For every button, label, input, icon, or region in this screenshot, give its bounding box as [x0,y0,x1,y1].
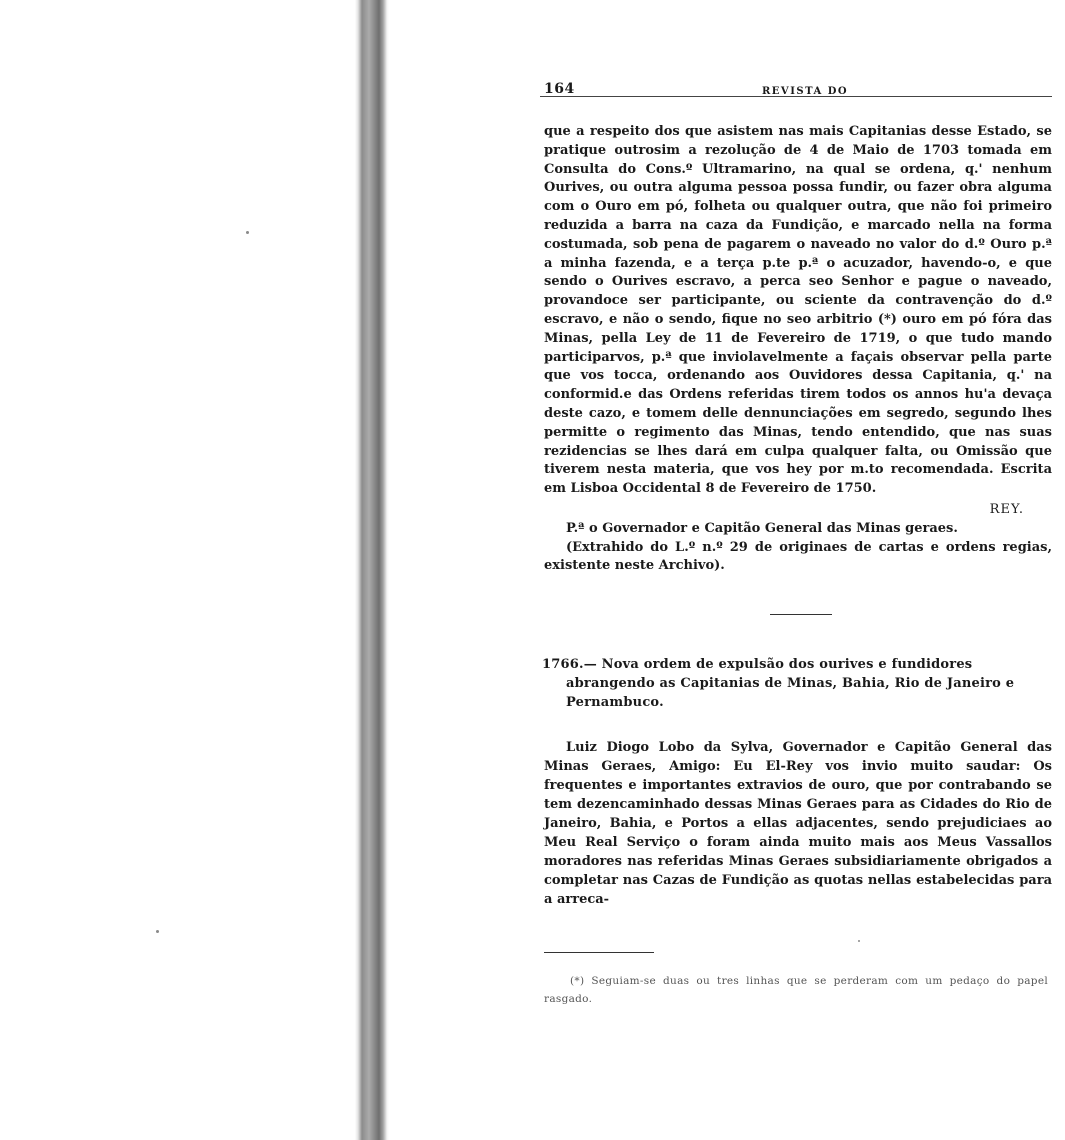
source-note: (Extrahido do L.º n.º 29 de originaes de cartas e ordens regias, existente neste Archivo). [544,539,1052,574]
book-gutter [355,0,389,1140]
section-separator [770,614,832,615]
royal-letter-paragraph: Luiz Diogo Lobo da Sylva, Governador e Capitão General das Minas Geraes, Amigo: Eu El-Rey vos invio muito saudar: Os frequentes e importantes extravios de ouro, que por contrabando se tem dezencaminhado dessas Minas Geraes para as Cidades do Rio de Janeiro, Bahia, e Portos a ellas adjacentes, sendo prejudiciaes ao Meu Real Serviço o foram ainda muito mais aos Meus Vassallos moradores nas referidas Minas Geraes subsidiariamente obrigados a completar nas Cazas de Fundição as quotas nellas estabelecidas para a arreca- [544,740,1052,908]
running-head [540,72,1052,97]
running-title: REVISTA DO [762,86,849,97]
footnote: (*) Seguiam-se duas ou tres linhas que se perderam com um pedaço do papel rasgado. [544,975,1048,1005]
addressee-line: P.ª o Governador e Capitão General das Minas geraes. [566,520,958,536]
section-heading-text: Nova ordem de expulsão dos ourives e fundidores abrangendo as Capitanias de Minas, Bahia, Rio de Janeiro e Pernambuco. [566,657,1015,711]
letter-continuation-paragraph: que a respeito dos que asistem nas mais Capitanias desse Estado, se pratique outrosim a rezolução de 4 de Maio de 1703 tomada em Consulta do Cons.º Ultramarino, na qual se ordena, q.' nenhum Ourives, ou outra alguma pessoa possa fundir, ou fazer obra alguma com o Ouro em pó, folheta ou qualquer outra, que não foi primeiro reduzida a barra na caza da Fundição, e marcado nella na forma costumada, sob pena de pagarem o naveado no valor do d.º Ouro p.ª a minha fazenda, e a terça p.te p.ª o acuzador, havendo-o, e que sendo o Ourives escravo, a perca seo Senhor e pague o naveado, provandoce ser participante, ou sciente da contravenção do d.º escravo, e não o sendo, fique no seo arbitrio (*) ouro em pó fóra das Minas, pella Ley de 11 de Fevereiro de 1719, o que tudo mando participarvos, p.ª que inviolavelmente a façais observar pella parte que vos tocca, ordenando aos Ouvidores dessa Capitania, q.' na conformid.e das Ordens referidas tirem todos os annos hu'a devaça deste cazo, e tomem delle dennunciações em segredo, segundo lhes permitte o regimento das Minas, tendo entendido, que nas suas rezidencias se lhes dará em culpa qualquer falta, ou Omissão que tiverem nesta materia, que vos hey por m.to recomendada. Escrita em Lisboa Occidental 8 de Fevereiro de 1750. [544,124,1052,497]
signature: REY. [989,501,1024,517]
page-number: 164 [544,81,575,97]
book-page [540,72,1052,1072]
paper-speck [246,231,249,234]
footnote-rule [544,952,654,953]
section-heading [540,655,1052,712]
paper-speck [156,930,159,933]
section-heading-year: 1766.— [542,657,597,673]
